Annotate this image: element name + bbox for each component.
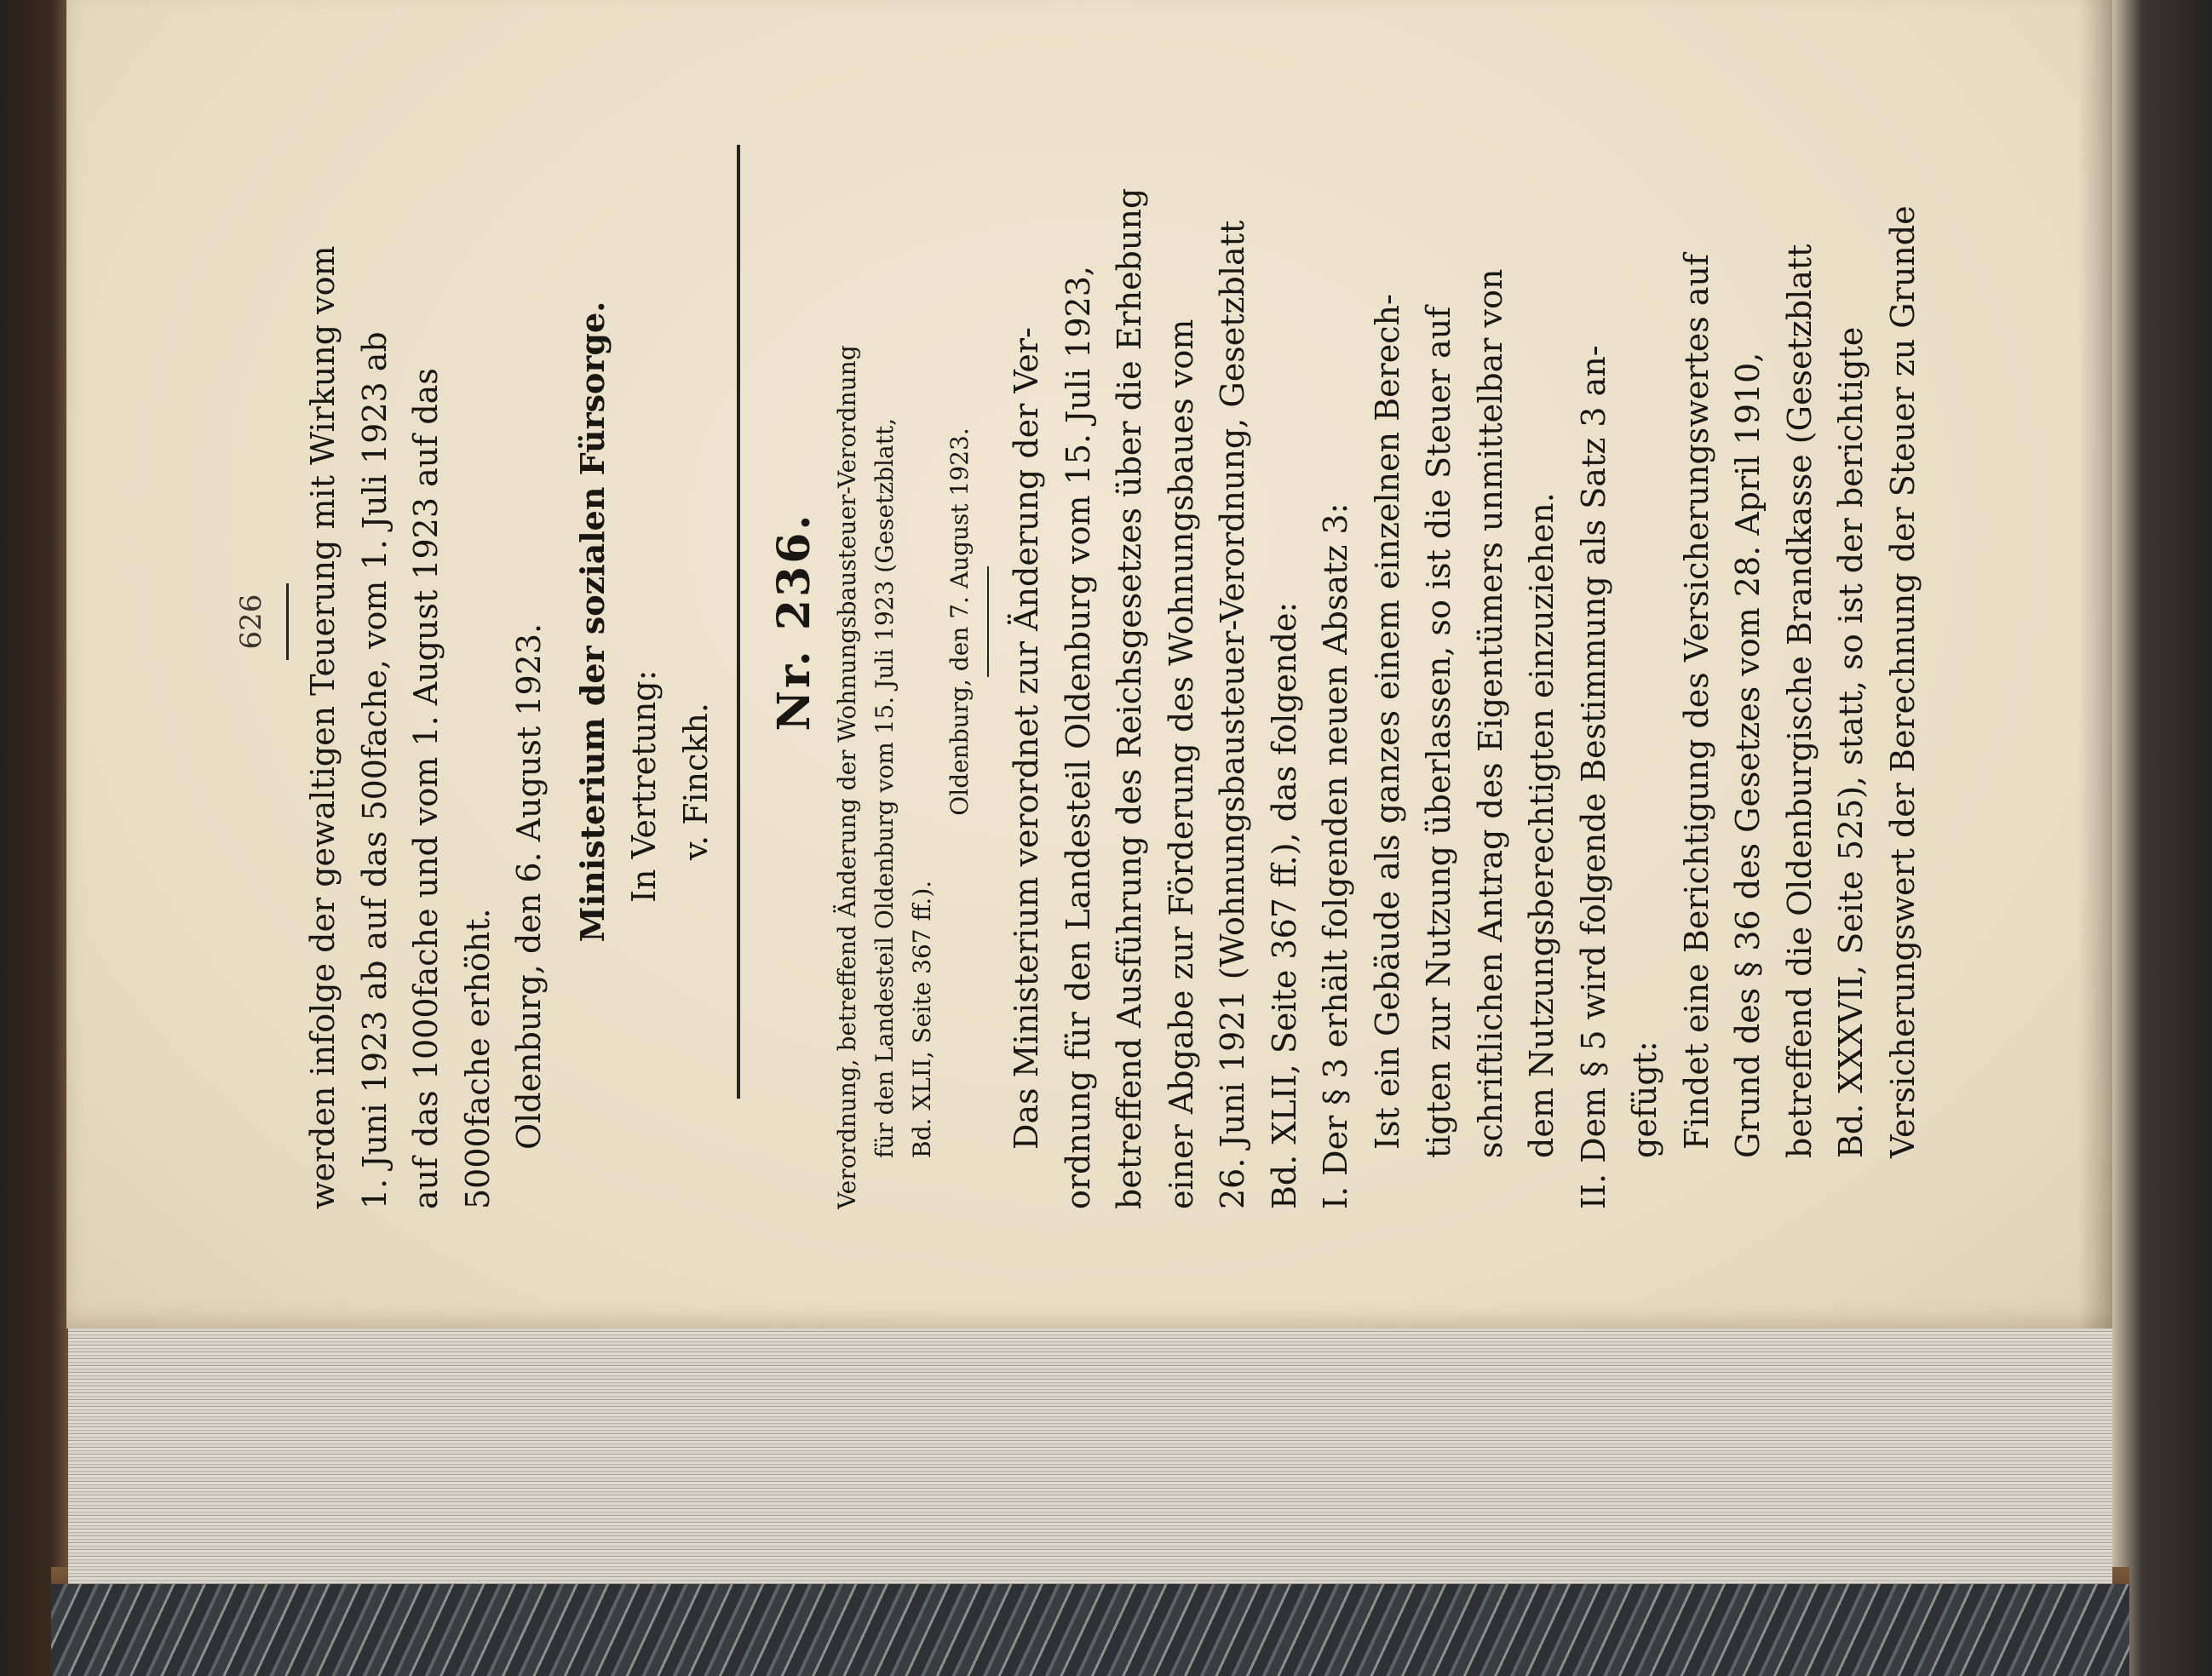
- text-line: Ist ein Gebäude als ganzes einem einzelnen Berech-: [1368, 294, 1406, 1150]
- text-line: ordnung für den Landesteil Oldenburg vom 15. Juli 1923,: [1059, 266, 1097, 1209]
- page-number: 626: [234, 594, 268, 650]
- page-gutter: [2078, 0, 2112, 1329]
- text-line: auf das 1000fache und vom 1. August 1923 auf das: [407, 368, 445, 1209]
- text-line: 26. Juni 1921 (Wohnungsbausteuer-Verordnung, Gesetzblatt: [1214, 220, 1251, 1209]
- section-heading: II. Dem § 5 wird folgende Bestimmung als Satz 3 an-: [1574, 345, 1612, 1209]
- signature-line: In Vertretung:: [625, 669, 663, 903]
- text-line: Findet eine Berichtigung des Versicherungswertes auf: [1677, 254, 1715, 1150]
- text-line: Grund des § 36 des Gesetzes vom 28. April 1910,: [1729, 352, 1767, 1158]
- signature-name: v. Finckh.: [676, 703, 715, 860]
- text-line: 5000fache erhöht.: [458, 908, 497, 1209]
- ordinance-title-line: für den Landesteil Oldenburg vom 15. Juli 1923 (Gesetzblatt,: [870, 417, 899, 1158]
- text-line: betreffend die Oldenburgische Brandkasse (Gesetzblatt: [1780, 244, 1818, 1158]
- text-line: Bd. XLII, Seite 367 ff.), das folgende:: [1265, 601, 1303, 1209]
- marbled-cover: [51, 1584, 2129, 1676]
- text-line: betreffend Ausführung des Reichsgesetzes über die Erhebung: [1111, 187, 1148, 1209]
- section-heading: I. Der § 3 erhält folgenden neuen Absatz 3:: [1317, 502, 1354, 1209]
- ordinance-number: Nr. 236.: [768, 512, 820, 732]
- ordinance-title-line: Verordnung, betreffend Änderung der Wohnungsbausteuer-Verordnung: [833, 345, 861, 1209]
- text-line: Versicherungswert der Berechnung der Steuer zu Grunde: [1883, 205, 1922, 1158]
- page-text: [221, 34, 1922, 1209]
- ordinance-title-line: Bd. XLII, Seite 367 ff.).: [908, 880, 936, 1158]
- text-line: schriftlichen Antrag des Eigentümers unmittelbar von: [1471, 268, 1509, 1158]
- section-heading: gefügt:: [1626, 1041, 1663, 1158]
- book-cover-right: [2112, 0, 2212, 1676]
- ordinance-date: Oldenburg, den 7. August 1923.: [945, 428, 974, 816]
- text-line: einer Abgabe zur Förderung des Wohnungsbaues vom: [1162, 319, 1200, 1209]
- ministry-name: Ministerium der sozialen Fürsorge.: [572, 301, 612, 943]
- page-stack-edges: [68, 1329, 2112, 1584]
- section-rule: [737, 145, 740, 1099]
- text-line: dem Nutzungsberechtigten einzuziehen.: [1523, 492, 1560, 1158]
- text-line: Bd. XXXVII, Seite 525), statt, so ist der berichtigte: [1832, 326, 1870, 1158]
- header-rule: [286, 583, 289, 660]
- text-line: Das Ministerium verordnet zur Änderung der Ver-: [1008, 327, 1045, 1150]
- place-date: Oldenburg, den 6. August 1923.: [510, 623, 548, 1150]
- text-line: werden infolge der gewaltigen Teuerung mit Wirkung vom: [304, 245, 342, 1209]
- text-line: 1. Juni 1923 ab auf das 500fache, vom 1. Juli 1923 ab: [355, 331, 394, 1209]
- title-rule: [987, 566, 989, 677]
- text-line: tigten zur Nutzung überlassen, so ist die Steuer auf: [1420, 306, 1457, 1158]
